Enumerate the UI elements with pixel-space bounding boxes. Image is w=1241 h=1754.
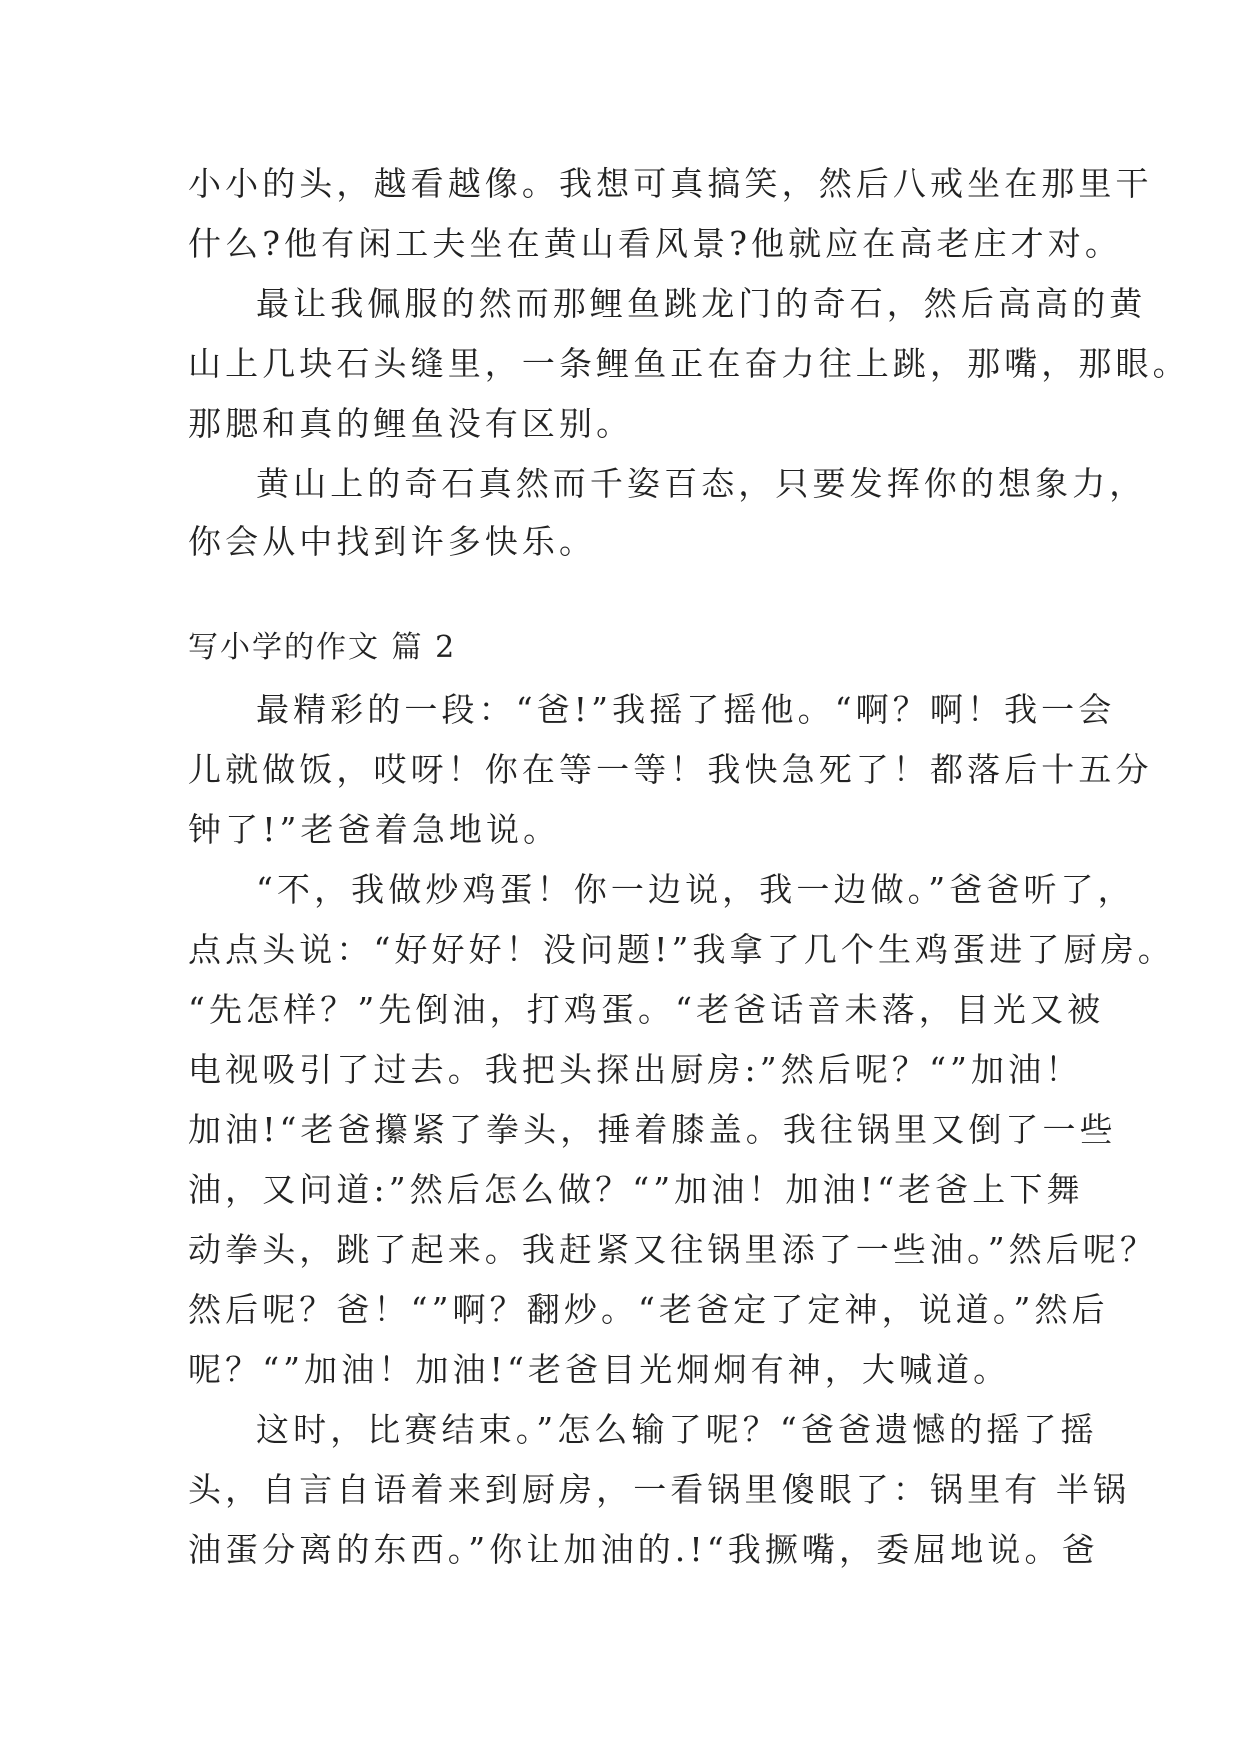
text-line: “先怎样？”先倒油，打鸡蛋。“老爸话音未落，目光又被 (188, 990, 1105, 1029)
text-line: 然后呢？爸！“”啊？翻炒。“老爸定了定神，说道。”然后 (188, 1290, 1109, 1329)
section-heading: 写小学的作文 篇 2 (188, 630, 457, 665)
text-line: 那腮和真的鲤鱼没有区别。 (188, 404, 634, 443)
text-line: 呢？“”加油！加油!“老爸目光炯炯有神，大喊道。 (188, 1350, 1011, 1389)
text-line: 头，自言自语着来到厨房，一看锅里傻眼了：锅里有 半锅 (188, 1470, 1131, 1509)
text-line: 油蛋分离的东西。”你让加油的.!“我撅嘴，委屈地说。爸 (188, 1530, 1099, 1569)
text-line: 加油!“老爸攥紧了拳头，捶着膝盖。我往锅里又倒了一些 (188, 1110, 1117, 1149)
text-line: 动拳头，跳了起来。我赶紧又往锅里添了一些油。”然后呢？ (188, 1230, 1158, 1269)
text-line: 电视吸引了过去。我把头探出厨房:”然后呢？“”加油！ (188, 1050, 1083, 1089)
text-line: 油，又问道:”然后怎么做？“”加油！加油!“老爸上下舞 (188, 1170, 1084, 1209)
text-line: 什么?他有闲工夫坐在黄山看风景?他就应在高老庄才对。 (188, 224, 1122, 263)
text-line: 小小的头，越看越像。我想可真搞笑，然后八戒坐在那里干 (188, 164, 1153, 203)
text-line: 儿就做饭，哎呀！你在等一等！我快急死了！都落后十五分 (188, 750, 1153, 789)
text-line: 山上几块石头缝里，一条鲤鱼正在奋力往上跳，那嘴，那眼。 (188, 344, 1190, 383)
text-line: 这时，比赛结束。”怎么输了呢？“爸爸遗憾的摇了摇 (256, 1410, 1098, 1449)
text-line: 你会从中找到许多快乐。 (188, 522, 597, 561)
text-line: 最让我佩服的然而那鲤鱼跳龙门的奇石，然后高高的黄 (256, 284, 1147, 323)
text-line: 钟了!”老爸着急地说。 (188, 810, 561, 849)
text-line: 点点头说：“好好好！没问题!”我拿了几个生鸡蛋进了厨房。 (188, 930, 1175, 969)
text-line: 最精彩的一段：“爸!”我摇了摇他。“啊？啊！我一会 (256, 690, 1116, 729)
text-line: 黄山上的奇石真然而千姿百态，只要发挥你的想象力， (256, 464, 1147, 503)
text-line: “不，我做炒鸡蛋！你一边说，我一边做。”爸爸听了， (256, 870, 1135, 909)
